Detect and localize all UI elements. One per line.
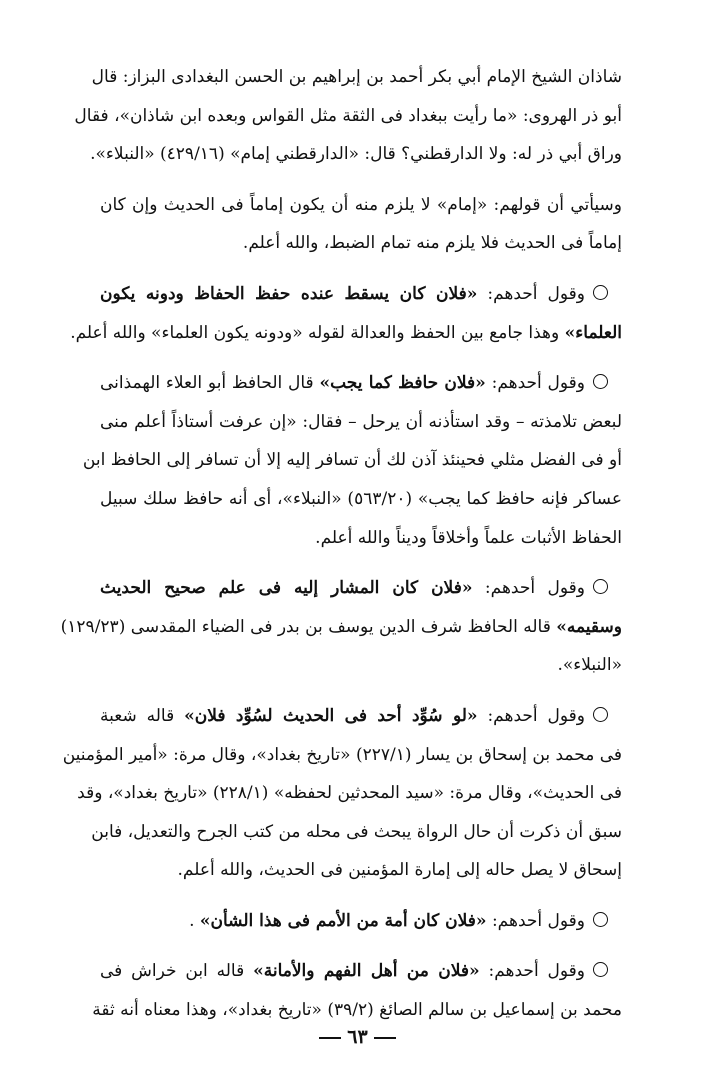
- text-segment: وقول أحدهم:: [477, 283, 585, 304]
- text-segment: فى الحديث»، وقال مرة: «سيد المحدثين لحفظه» (٢٢٨/١) «تاريخ بغداد»، وقد: [77, 783, 622, 804]
- paragraph: [92, 952, 622, 1029]
- text-line: [100, 952, 622, 991]
- circle-bullet-icon: [593, 962, 608, 977]
- circle-bullet-icon: [593, 579, 608, 594]
- text-segment: وسيأتي أن قولهم: «إمام» لا يلزم منه أن يكون إماماً فى الحديث وإن كان: [100, 194, 622, 215]
- text-line: [100, 364, 622, 403]
- paragraph: [70, 275, 622, 352]
- footer-dash-right: [374, 1037, 396, 1039]
- text-line: [100, 275, 622, 314]
- text-segment: أبو ذر الهروى: «ما رأيت ببغداد فى الثقة مثل القواس وبعده ابن شاذان»، فقال: [74, 105, 622, 126]
- paragraph: [100, 902, 622, 941]
- text-segment: وقول أحدهم:: [485, 373, 585, 394]
- bold-phrase: «فلان كان أمة من الأمم فى هذا الشأن»: [199, 910, 487, 931]
- text-line: [82, 441, 622, 480]
- text-line: [100, 224, 622, 263]
- bold-phrase: «لو سُوِّد أحد فى الحديث لسُوِّد فلان»: [184, 705, 478, 726]
- text-line: [92, 991, 622, 1030]
- text-line: [100, 851, 622, 890]
- text-line: [77, 774, 622, 813]
- text-segment: إماماً فى الحديث فلا يلزم منه تمام الضبط، والله أعلم.: [242, 233, 622, 254]
- text-segment: وقول أحدهم:: [479, 961, 585, 982]
- text-line: [100, 902, 622, 941]
- text-line: [62, 736, 622, 775]
- text-segment: الحفاظ الأثبات علماً وأخلاقاً وديناً والله أعلم.: [315, 527, 622, 548]
- text-segment: وقول أحدهم:: [477, 705, 585, 726]
- circle-bullet-icon: [593, 285, 608, 300]
- bold-phrase: وسقيمه»: [556, 616, 622, 637]
- text-segment: لبعض تلامذته – وقد استأذنه أن يرحل – فقال: «إن عرفت أستاذاً أعلم منى: [100, 411, 622, 432]
- text-line: [91, 813, 622, 852]
- paragraph: [62, 697, 622, 890]
- text-segment: فى محمد بن إسحاق بن يسار (٢٢٧/١) «تاريخ بغداد»، وقال مرة: «أمير المؤمنين: [62, 744, 622, 765]
- footer-dash-left: [319, 1037, 341, 1039]
- bold-phrase: «فلان من أهل الفهم والأمانة»: [253, 961, 480, 982]
- text-segment: وهذا جامع بين الحفظ والعدالة لقوله «ودونه يكون العلماء» والله أعلم.: [70, 322, 565, 343]
- text-line: [91, 58, 622, 97]
- page-body: [60, 58, 622, 1042]
- text-line: [100, 646, 622, 685]
- bold-phrase: «فلان كان المشار إليه فى علم صحيح الحديث: [100, 578, 473, 599]
- text-line: [74, 97, 622, 136]
- bold-phrase: «فلان حافظ كما يجب»: [319, 373, 486, 394]
- text-segment: قاله شعبة: [100, 705, 185, 726]
- text-segment: «النبلاء».: [557, 655, 622, 676]
- text-segment: قاله الحافظ شرف الدين يوسف بن بدر فى الضياء المقدسى (١٢٩/٢٣): [60, 616, 557, 637]
- text-line: [60, 608, 622, 647]
- paragraph: [100, 186, 622, 263]
- text-segment: قال الحافظ أبو العلاء الهمذانى: [100, 373, 320, 394]
- text-line: [100, 480, 622, 519]
- circle-bullet-icon: [593, 912, 608, 927]
- text-line: [70, 314, 622, 353]
- paragraph: [74, 58, 622, 174]
- text-segment: قاله ابن خراش فى: [100, 961, 254, 982]
- paragraph: [60, 569, 622, 685]
- text-segment: إسحاق لا يصل حاله إلى إمارة المؤمنين فى الحديث، والله أعلم.: [177, 860, 622, 881]
- text-segment: شاذان الشيخ الإمام أبي بكر أحمد بن إبراهيم بن الحسن البغدادى البزاز: قال: [91, 67, 622, 87]
- text-segment: وراق أبي ذر له: ولا الدارقطني؟ قال: «الدارقطني إمام» (٤٢٩/١٦) «النبلاء».: [90, 144, 622, 165]
- text-segment: عساكر فإنه حافظ كما يجب» (٥٦٣/٢٠) «النبلاء»، أى أنه حافظ سلك سبيل: [100, 488, 622, 509]
- text-segment: محمد بن إسماعيل بن سالم الصائغ (٣٩/٢) «تاريخ بغداد»، وهذا معناه أنه ثقة: [92, 1000, 622, 1021]
- text-segment: .: [189, 910, 200, 931]
- circle-bullet-icon: [593, 707, 608, 722]
- page-number: ٦٣: [347, 1026, 368, 1048]
- bold-phrase: «فلان كان يسقط عنده حفظ الحفاظ ودونه يكون: [100, 283, 478, 304]
- text-line: [90, 135, 622, 174]
- circle-bullet-icon: [593, 374, 608, 389]
- text-segment: سبق أن ذكرت أن حال الرواة يبحث فى محله من كتب الجرح والتعديل، فابن: [91, 821, 622, 842]
- text-line: [100, 519, 622, 558]
- page-footer: [0, 1026, 715, 1048]
- text-segment: وقول أحدهم:: [486, 910, 585, 931]
- text-line: [100, 186, 622, 225]
- text-segment: وقول أحدهم:: [472, 578, 585, 599]
- text-segment: أو فى الفضل مثلي فحينئذ آذن لك أن تسافر إليه إلا أن تسافر إلى الحافظ ابن: [82, 450, 622, 471]
- text-line: [100, 569, 622, 608]
- text-line: [100, 697, 622, 736]
- paragraph: [82, 364, 622, 557]
- bold-phrase: العلماء»: [564, 322, 622, 343]
- text-line: [100, 403, 622, 442]
